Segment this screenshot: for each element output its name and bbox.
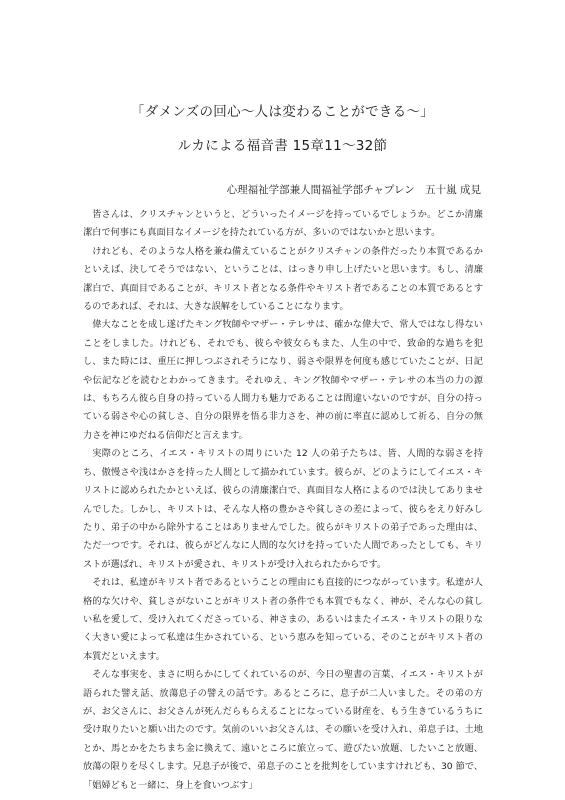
paragraph: 実際のところ、イエス・キリストの周りにいた 12 人の弟子たちは、皆、人間的な弱さを持ち、傲慢さや浅はかさを持った人間として描かれています。彼らが、どのようにしてイエス・キリストに認められたかといえば、彼らの清廉潔白で、真面目な人格によるのでは決してありませんでした。しかし、キリストは、そんな人格の豊かさや貧しさの差によって、彼らをえり好みしたり、弟子の中から除外することはありませんでした。彼らがキリストの弟子であった理由は、ただ一つです。それは、彼らがどんなに人間的な欠けを持っていた人間であったとしても、キリストが選ばれ、キリストが愛され、キリストが受け入れられたからです。 (83, 448, 483, 570)
sermon-body (83, 206, 483, 795)
paragraph: そんな事実を、まさに明らかにしてくれているのが、今日の聖書の言葉、イエス・キリストが語られた譬え話、放蕩息子の譬えの話です。あるところに、息子が二人いました。その弟の方が、お父さんに、お父さんが死んだらもらえることになっている財産を、もう生きているうちに受け取りたいと願い出たのです。気前のいいお父さんは、その願いを受け入れ、弟息子は、土地とか、馬とかをたちまち金に換えて、遠いところに旅立って、遊びたい放題、したいこと放題、放蕩の限りを尽くします。兄息子が後で、弟息子のことを批判をしていますけれども、30 節で、「娼婦どもと一緒に、身上を食いつぶす」 (83, 669, 483, 791)
paragraph: 皆さんは、クリスチャンというと、どういったイメージを持っているでしょうか。どこか清廉潔白で何事にも真面目なイメージを持たれている方が、多いのではないかと思います。 (83, 209, 483, 239)
paragraph: それは、私達がキリスト者であるということの理由にも直接的につながっています。私達が人格的な欠けや、貧しさがないことがキリスト者の条件でも本質でもなく、神が、そんな心の貧しい私を愛して、受け入れてくださっている、神さまの、あるいはまたイエス・キリストの限りなく大きい愛によって私達は生かされている、という恵みを知っている、そのことがキリスト者の本質だといえます。 (83, 577, 483, 662)
scripture-reference: ルカによる福音書 15章11～32節 (177, 138, 388, 154)
paragraph: 偉大なことを成し遂げたキング牧師やマザー・テレサは、確かな偉大で、常人ではなし得ないことをしました。けれども、それでも、彼らや彼女らもまた、人生の中で、致命的な過ちを犯し、また時には、重圧に押しつぶされそうになり、弱さや限界を何度も感じていたことが、日記や伝記などを読むとわかってきます。それゆえ、キング牧師やマザー・テレサの本当の力の源は、もちろん彼ら自身の持っている人間力も魅力であることは間違いないのですが、自分の持っている弱さや心の貧しさ、自分の限界を悟る非力さを、神の前に率直に認めして祈る、自分の無力さを神にゆだねる信仰だと言えます。 (83, 319, 483, 441)
paragraph: けれども、そのような人格を兼ね備えていることがクリスチャンの条件だったり本質であるかといえば、決してそうではない、ということは、はっきり申し上げたいと思います。もし、清廉潔白で、真面目であることが、キリスト者となる条件やキリスト者であることの本質であるとするのであれば、それは、大きな誤解をしていることになります。 (83, 245, 483, 313)
document-title: 「ダメンズの回心～人は変わることができる～」 (130, 104, 435, 120)
author-line: 心理福祉学部兼人間福祉学部チャプレン 五十嵐 成見 (226, 184, 481, 196)
